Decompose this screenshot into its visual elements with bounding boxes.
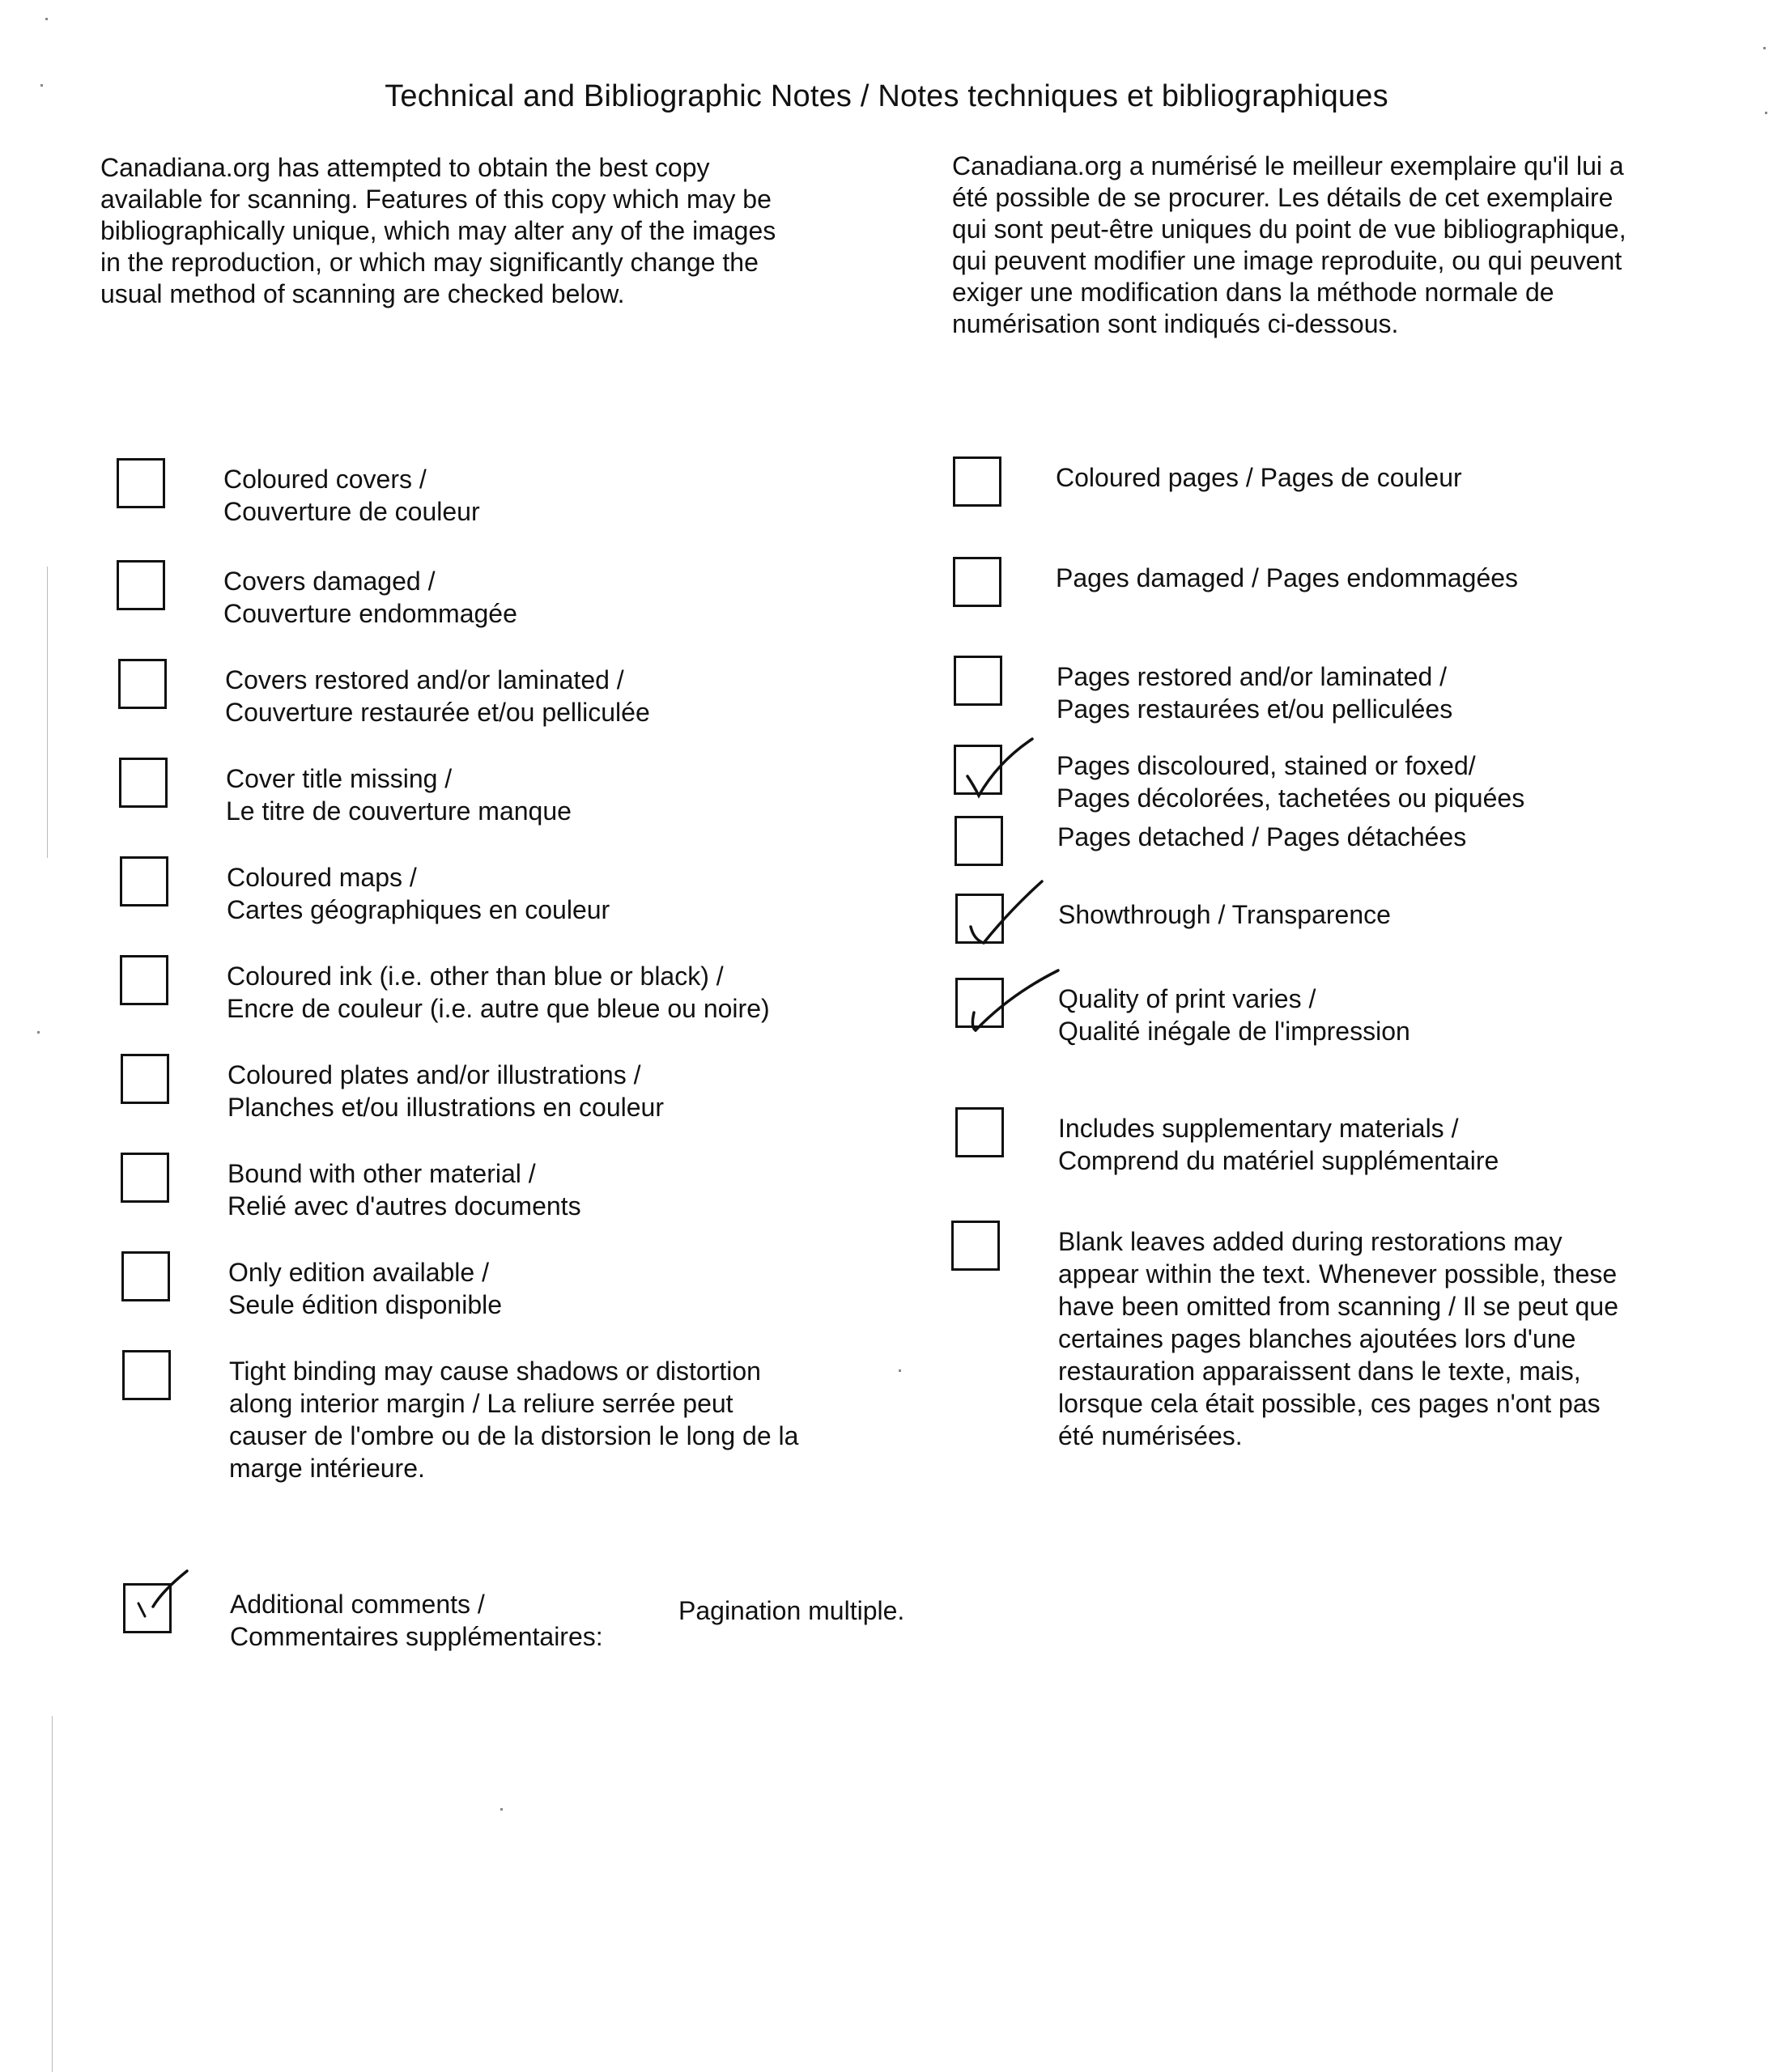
scan-speck [37, 1031, 40, 1034]
label-coloured-covers: Coloured covers / Couverture de couleur [223, 465, 480, 526]
checkbox-pages-restored[interactable] [954, 656, 1002, 706]
checkbox-pages-damaged[interactable] [953, 557, 1001, 607]
label-pages-damaged: Pages damaged / Pages endommagées [1056, 563, 1519, 592]
scan-speck [899, 1369, 901, 1372]
checkbox-additional-comments[interactable] [123, 1583, 172, 1633]
scan-edge-line [52, 1716, 53, 2072]
intro-french: Canadiana.org a numérisé le meilleur exemplaire qu'il lui a été possible de se procurer. Les détails de cet exemplaire qui sont peut-être uniques du point de vue bibliographique, qui peuvent modifier une image reproduite, ou qui peuvent exiger une modification dans la méthode normale de numérisation sont indiqués ci-dessous. [952, 151, 1626, 338]
scan-speck [40, 84, 43, 87]
scan-edge-line [47, 567, 48, 858]
comments-value: Pagination multiple. [678, 1596, 905, 1625]
checkbox-supplementary-materials[interactable] [955, 1107, 1004, 1157]
label-covers-damaged: Covers damaged / Couverture endommagée [223, 567, 517, 628]
checkbox-only-edition[interactable] [121, 1251, 170, 1301]
checkbox-pages-detached[interactable] [955, 816, 1003, 866]
checkbox-cover-title-missing[interactable] [119, 758, 168, 808]
scan-speck [500, 1808, 503, 1811]
scan-speck [45, 18, 48, 20]
label-coloured-ink: Coloured ink (i.e. other than blue or black) / Encre de couleur (i.e. autre que bleue ou noire) [227, 962, 770, 1023]
label-coloured-plates: Coloured plates and/or illustrations / Planches et/ou illustrations en couleur [227, 1060, 664, 1122]
checkbox-covers-restored[interactable] [118, 659, 167, 709]
label-cover-title-missing: Cover title missing / Le titre de couverture manque [226, 764, 572, 826]
checkbox-coloured-ink[interactable] [120, 955, 168, 1005]
scan-speck [1763, 47, 1766, 49]
checkbox-blank-leaves[interactable] [951, 1221, 1000, 1271]
checkmark-icon [121, 1568, 202, 1649]
label-bound-with-other: Bound with other material / Relié avec d'autres documents [227, 1159, 581, 1221]
checkbox-quality-of-print[interactable] [955, 978, 1004, 1028]
checkmark-icon [953, 962, 1066, 1051]
label-showthrough: Showthrough / Transparence [1058, 900, 1391, 929]
checkmark-icon [953, 878, 1050, 967]
label-covers-restored: Covers restored and/or laminated / Couverture restaurée et/ou pelliculée [225, 665, 650, 727]
scan-speck [1765, 112, 1767, 114]
checkbox-coloured-plates[interactable] [121, 1054, 169, 1104]
checkbox-covers-damaged[interactable] [117, 560, 165, 610]
checkbox-showthrough[interactable] [955, 894, 1004, 944]
label-quality-of-print: Quality of print varies / Qualité inégale de l'impression [1058, 984, 1410, 1046]
label-pages-discoloured: Pages discoloured, stained or foxed/ Pages décolorées, tachetées ou piquées [1057, 751, 1525, 813]
intro-english: Canadiana.org has attempted to obtain the best copy available for scanning. Features of this copy which may be bibliographically unique, which may alter any of the images in the reproduction, or which may significantly change the usual method of scanning are checked below. [100, 153, 776, 308]
checkmark-icon [951, 729, 1040, 810]
label-supplementary-materials: Includes supplementary materials / Comprend du matériel supplémentaire [1058, 1114, 1499, 1175]
checkbox-coloured-pages[interactable] [953, 456, 1001, 507]
checkbox-pages-discoloured[interactable] [954, 745, 1002, 795]
page-title: Technical and Bibliographic Notes / Notes techniques et bibliographiques [385, 79, 1388, 113]
label-pages-detached: Pages detached / Pages détachées [1057, 822, 1467, 851]
label-only-edition: Only edition available / Seule édition disponible [228, 1258, 503, 1319]
label-coloured-pages: Coloured pages / Pages de couleur [1056, 463, 1462, 492]
checkbox-coloured-maps[interactable] [120, 856, 168, 906]
label-pages-restored: Pages restored and/or laminated / Pages restaurées et/ou pelliculées [1057, 662, 1453, 724]
label-additional-comments: Additional comments / Commentaires supplémentaires: [230, 1590, 603, 1651]
checkbox-bound-with-other[interactable] [121, 1153, 169, 1203]
label-tight-binding: Tight binding may cause shadows or distortion along interior margin / La reliure serrée peut causer de l'ombre ou de la distorsion le long de la marge intérieure. [229, 1357, 799, 1483]
label-blank-leaves: Blank leaves added during restorations may appear within the text. Whenever possible, these have been omitted from scanning / Il se peut que certaines pages blanches ajoutées lors d'une restauration apparaissent dans le texte, mais, lorsque cela était possible, ces pages n'ont pas été numérisées. [1058, 1227, 1618, 1450]
checkbox-tight-binding[interactable] [122, 1350, 171, 1400]
checkbox-coloured-covers[interactable] [117, 458, 165, 508]
label-coloured-maps: Coloured maps / Cartes géographiques en couleur [227, 863, 610, 924]
